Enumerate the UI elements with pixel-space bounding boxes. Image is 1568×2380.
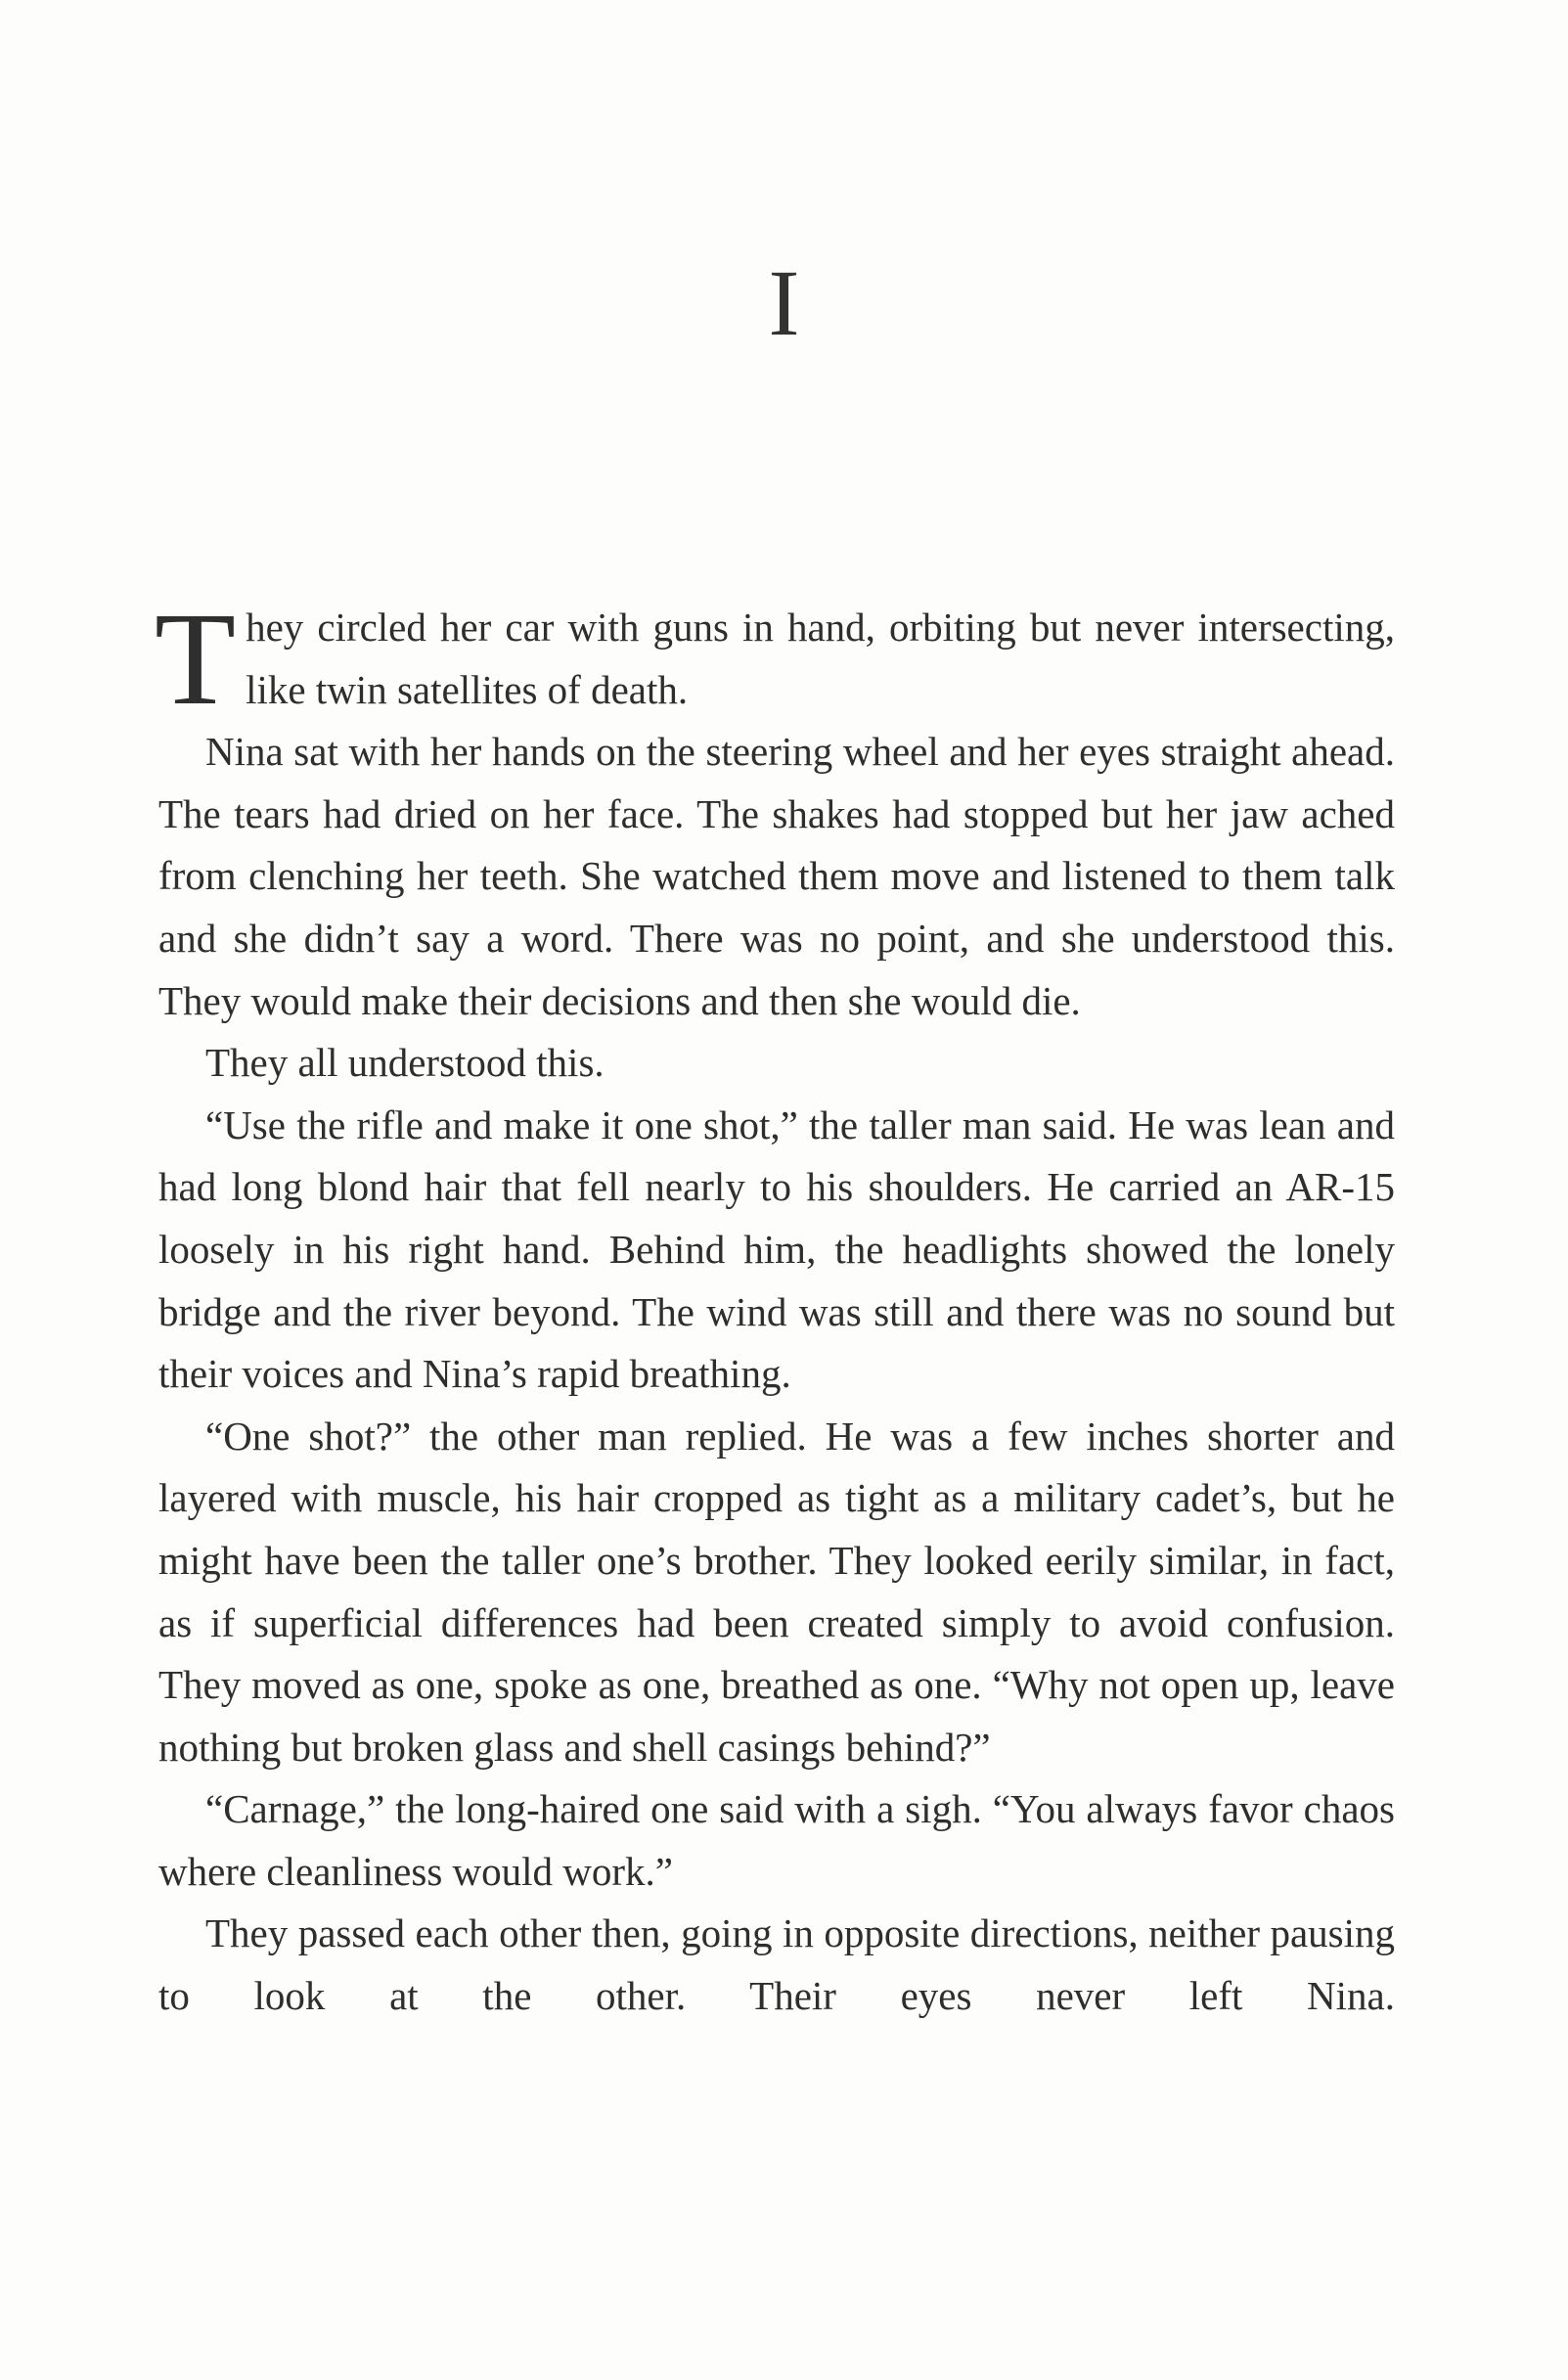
paragraph-5: “One shot?” the other man replied. He was a few inches shorter and layered with muscle, his hair cropped as tight as a military cadet’s, but he might have been the taller one’s brother. They looked eerily similar, in fact, as if superficial differences had been created simply to avoid confusion. They moved as one, spoke as one, breathed as one. “Why not open up, leave nothing but broken glass and shell casings behind?” (158, 1413, 1395, 1770)
paragraph-1-text: hey circled her car with guns in hand, orbiting but never intersecting, like twin satellites of death. (246, 605, 1395, 712)
drop-cap: T (155, 586, 237, 733)
paragraph-1 (155, 586, 1395, 733)
paragraph-7: They passed each other then, going in opposite directions, neither pausing to look at the other. Their eyes never left Nina. (158, 1910, 1395, 2019)
chapter-number: I (768, 250, 800, 355)
paragraph-3: They all understood this. (205, 1040, 605, 1086)
paragraph-2: Nina sat with her hands on the steering wheel and her eyes straight ahead. The tears had dried on her face. The shakes had stopped but her jaw ached from clenching her teeth. She watched them move and listened to them talk and she didn’t say a word. There was no point, and she understood this. They would make their decisions and then she would die. (158, 729, 1395, 1023)
paragraph-4: “Use the rifle and make it one shot,” the taller man said. He was lean and had long blond hair that fell nearly to his shoulders. He carried an AR-15 loosely in his right hand. Behind him, the headlights showed the lonely bridge and the river beyond. The wind was still and there was no sound but their voices and Nina’s rapid breathing. (158, 1101, 1395, 1397)
chapter-body (155, 586, 1395, 2028)
paragraph-6: “Carnage,” the long-haired one said with a sigh. “You always favor chaos where cleanliness would work.” (158, 1786, 1395, 1894)
